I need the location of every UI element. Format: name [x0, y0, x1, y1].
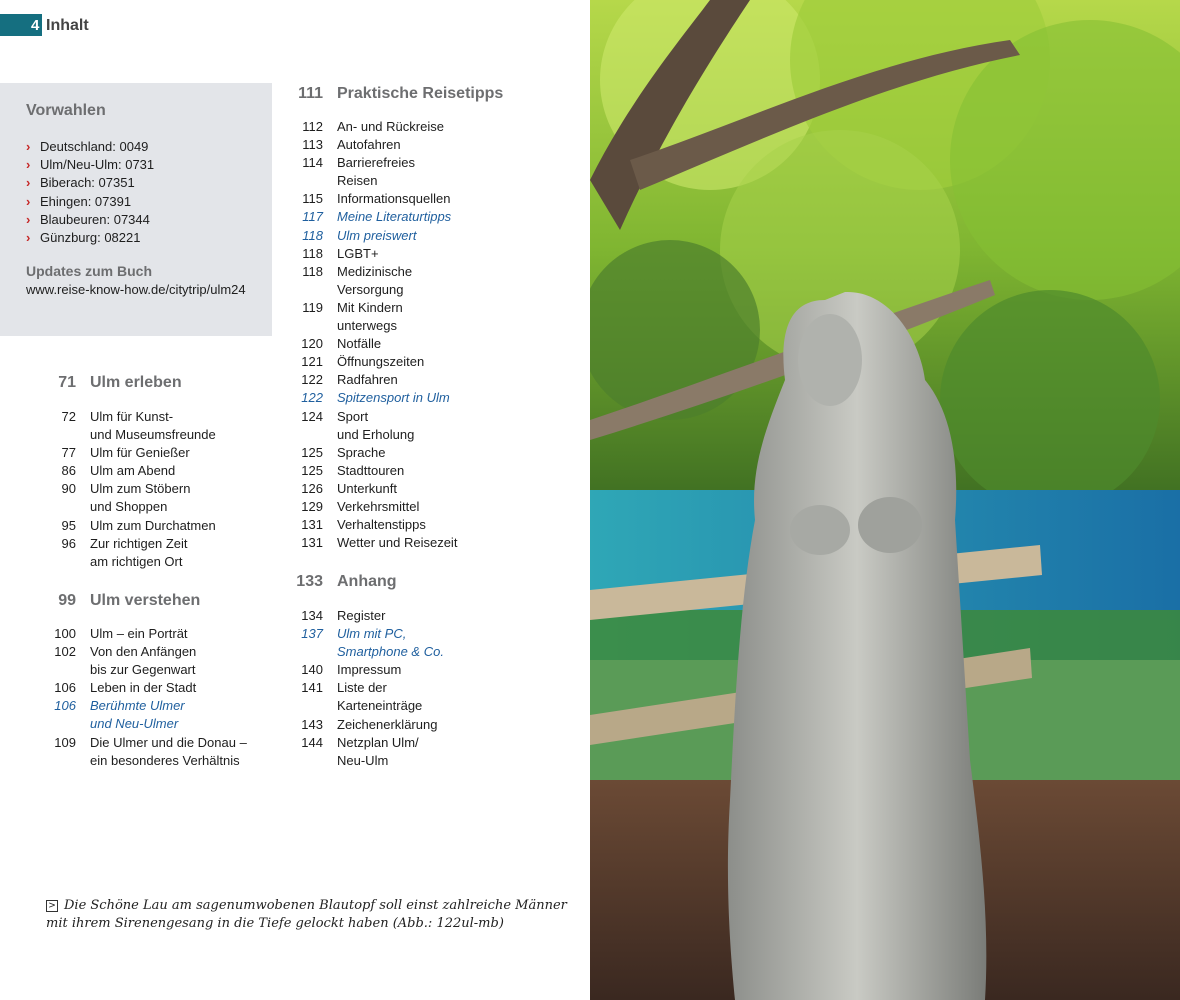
- toc-entry-label: Öffnungszeiten: [337, 354, 425, 370]
- toc-entry-label: Register: [337, 608, 386, 623]
- toc-page-number: 131: [301, 517, 323, 533]
- toc-entry[interactable]: [285, 661, 525, 679]
- toc-entry[interactable]: [38, 408, 268, 444]
- toc-page-number: 102: [54, 644, 76, 660]
- toc-page-number: 121: [301, 354, 323, 370]
- toc-entry[interactable]: [285, 299, 525, 335]
- page-title: Inhalt: [46, 17, 89, 34]
- toc-page-number: 120: [301, 336, 323, 352]
- toc-entry-label: Meine Literaturtipps: [337, 209, 452, 225]
- toc-page-number: 90: [61, 481, 76, 497]
- toc-entry[interactable]: [285, 516, 525, 534]
- toc-entry[interactable]: [285, 534, 525, 552]
- toc-entry[interactable]: [285, 498, 525, 516]
- toc-entry-label: Von den Anfängen bis zur Gegenwart: [90, 644, 197, 678]
- toc-entry[interactable]: [285, 208, 525, 226]
- photo-reference-icon: >: [46, 900, 58, 912]
- toc-entry[interactable]: [285, 136, 525, 154]
- chevron-right-icon: ›: [26, 175, 31, 191]
- toc-entry[interactable]: [38, 679, 278, 697]
- list-item: › Blaubeuren: 07344: [26, 211, 154, 229]
- toc-page-number: 125: [301, 444, 323, 460]
- toc-entry-label: Liste der Karteneinträge: [337, 680, 423, 714]
- toc-entry-label: Informationsquellen: [337, 191, 451, 207]
- toc-entry[interactable]: [38, 697, 278, 733]
- list-item: › Günzburg: 08221: [26, 229, 154, 247]
- toc-entry-label: Die Ulmer und die Donau – ein besonderes Verhältnis: [90, 734, 247, 768]
- toc-page-number: 140: [301, 662, 323, 678]
- toc-entry-label: Notfälle: [337, 336, 382, 352]
- toc-entry[interactable]: [285, 389, 525, 407]
- left-page: 4 Inhalt Vorwahlen › Deutschland: 0049 › Ulm/Neu-Ulm: 0731 › Biberach: 07351 › Ehingen: 07391 › Blaubeuren: 07344 › Günzburg: 08221 Updates zum Buch www.reise-know-how.de/citytrip/ulm24 71 Ulm erleben 72 Ulm für Kunst- und Museumsfreunde 77 Ulm für Genießer 86 Ulm am Abend 90 Ulm zum Stöbern und Shoppen 95 Ulm zum Durchatmen 96 Zur richtigen Zeit am richtigen Ort 99 Ulm verstehen 100 Ulm – ein Porträt 102 Von den Anfängen bis zur Gegenwart 106 Leben in der Stadt 106 Berühmte Ulmer und Neu-Ulmer 109 Die Ulmer und die Donau – ein besonderes Verhältnis 111 Praktische Reisetipps 112 An- und Rückreise 113 Autofahren 114 Barrierefreies Reisen 115 Informationsquellen 117 Meine Literaturtipps 118 Ulm preiswert 118 LGBT+ 118 Medizinische Versorgung 119 Mit Kindern unterwegs 120 Notfälle 121 Öffnungszeiten 122 Radfahren 122 Spitzensport in Ulm 124 Sport und Erholung 125 Sprache 125 Stadttouren 126 Unterkunft 129 Verkehrsmittel 131 Verhaltenstipps 131 Wetter und Reisezeit 133 Anhang 134 Register 137 Ulm mit PC, Smartphone & Co. 140 Impressum 141 Liste der Karteneinträge 143 Zeichenerklärung 144 Netzplan Ulm/ Neu-Ulm > Die Schöne Lau am sagenumwobenen Blautopf soll einst zahlreiche Männer mit ihrem Sirenengesang in die Tiefe gelockt haben (Abb.: 122ul-mb): [0, 0, 590, 1000]
- toc-entry[interactable]: [285, 353, 525, 371]
- toc-page-number: 72: [61, 409, 76, 424]
- toc-entry-label: Radfahren: [337, 372, 398, 388]
- toc-entry-label: Barrierefreies Reisen: [337, 155, 416, 189]
- toc-page-number: 126: [301, 480, 323, 496]
- toc-page-number: 118: [302, 227, 323, 243]
- page-number: 4: [31, 17, 40, 34]
- toc-entry[interactable]: [285, 734, 525, 770]
- toc-entry[interactable]: [38, 517, 268, 535]
- toc-ulm-erleben: [38, 408, 268, 571]
- toc-entry-label: Unterkunft: [337, 480, 397, 496]
- list-item: › Deutschland: 0049: [26, 138, 154, 156]
- toc-page-number: 95: [61, 517, 76, 533]
- toc-entry[interactable]: [285, 371, 525, 389]
- toc-page-number: 125: [301, 462, 323, 478]
- toc-page-number: 96: [61, 535, 76, 551]
- toc-entry[interactable]: [38, 462, 268, 480]
- toc-entry[interactable]: [285, 625, 525, 661]
- toc-entry-label: LGBT+: [337, 245, 379, 261]
- toc-entry[interactable]: [285, 118, 525, 136]
- toc-entry[interactable]: [285, 444, 525, 462]
- toc-page-number: 115: [302, 191, 323, 207]
- toc-entry[interactable]: [285, 263, 525, 299]
- toc-page-number: 143: [301, 716, 323, 732]
- chevron-right-icon: ›: [26, 157, 31, 173]
- toc-page-number: 118: [302, 245, 323, 261]
- chevron-right-icon: ›: [26, 139, 31, 154]
- toc-entry[interactable]: [38, 444, 268, 462]
- toc-page-number: 124: [301, 408, 323, 424]
- toc-entry-label: An- und Rückreise: [337, 119, 444, 134]
- toc-entry-label: Impressum: [337, 662, 402, 678]
- chevron-right-icon: ›: [26, 211, 31, 227]
- toc-page-number: 117: [302, 209, 323, 225]
- toc-page-number: 100: [54, 626, 76, 641]
- toc-entry[interactable]: [285, 408, 525, 444]
- toc-entry-label: Zur richtigen Zeit am richtigen Ort: [90, 535, 188, 569]
- toc-entry[interactable]: [38, 535, 268, 571]
- toc-entry[interactable]: [285, 607, 525, 625]
- list-item: › Ulm/Neu-Ulm: 0731: [26, 156, 154, 174]
- vorwahlen-title: Vorwahlen: [26, 102, 106, 119]
- toc-entry[interactable]: [38, 734, 278, 770]
- toc-entry-label: Sprache: [337, 444, 386, 460]
- toc-entry[interactable]: [38, 480, 268, 516]
- toc-page-number: 106: [54, 698, 76, 714]
- toc-entry-label: Spitzensport in Ulm: [337, 390, 450, 406]
- toc-entry[interactable]: [285, 335, 525, 353]
- toc-entry[interactable]: [285, 154, 525, 190]
- toc-entry[interactable]: [285, 716, 525, 734]
- statue-photo: [590, 0, 1180, 1000]
- toc-page-number: 122: [301, 390, 323, 406]
- toc-page-number: 114: [302, 155, 323, 171]
- list-item: › Biberach: 07351: [26, 174, 154, 192]
- toc-entry-label: Wetter und Reisezeit: [337, 535, 458, 551]
- toc-entry-label: Berühmte Ulmer und Neu-Ulmer: [90, 698, 185, 732]
- toc-entry-label: Medizinische Versorgung: [337, 263, 413, 297]
- toc-entry[interactable]: [38, 643, 278, 679]
- toc-page-number: 112: [302, 119, 323, 134]
- toc-entry-label: Ulm für Genießer: [90, 445, 190, 461]
- toc-page-number: 141: [301, 680, 323, 696]
- toc-ulm-verstehen: [38, 625, 278, 770]
- toc-page-number: 77: [61, 445, 76, 461]
- statue-photo-illustration: [590, 0, 1180, 1000]
- toc-entry-label: Leben in der Stadt: [90, 680, 197, 696]
- toc-entry-label: Verkehrsmittel: [337, 498, 420, 514]
- toc-entry[interactable]: [285, 462, 525, 480]
- toc-entry[interactable]: [38, 625, 278, 643]
- info-box: [0, 83, 272, 336]
- toc-praktische: [285, 118, 525, 552]
- toc-entry-label: Stadttouren: [337, 462, 405, 478]
- toc-entry-label: Ulm für Kunst- und Museumsfreunde: [90, 409, 216, 443]
- toc-entry-label: Ulm preiswert: [337, 227, 417, 243]
- toc-entry[interactable]: [285, 679, 525, 715]
- toc-page-number: 137: [301, 626, 323, 642]
- toc-entry-label: Zeichenerklärung: [337, 716, 438, 732]
- toc-page-number: 129: [301, 498, 323, 514]
- toc-entry[interactable]: [285, 190, 525, 208]
- toc-entry-label: Ulm am Abend: [90, 463, 176, 479]
- toc-entry-label: Autofahren: [337, 137, 401, 153]
- toc-page-number: 131: [301, 535, 323, 551]
- toc-page-number: 144: [301, 734, 323, 750]
- toc-anhang: [285, 607, 525, 770]
- toc-page-number: 86: [61, 463, 76, 479]
- photo-caption: > Die Schöne Lau am sagenumwobenen Blautopf soll einst zahlreiche Männer mit ihrem Sirenengesang in die Tiefe gelockt haben (Abb.: 122ul-mb): [46, 898, 567, 931]
- toc-page-number: 134: [301, 608, 323, 623]
- toc-entry-label: Ulm – ein Porträt: [90, 626, 188, 641]
- toc-entry-label: Mit Kindern unterwegs: [337, 299, 403, 334]
- toc-entry[interactable]: [285, 227, 525, 245]
- toc-page-number: 118: [302, 263, 323, 279]
- toc-entry[interactable]: [285, 480, 525, 498]
- vorwahlen-list: [26, 138, 154, 247]
- toc-entry-label: Ulm mit PC, Smartphone & Co.: [337, 626, 444, 660]
- toc-entry-label: Ulm zum Stöbern und Shoppen: [90, 481, 191, 515]
- toc-entry-label: Sport und Erholung: [337, 408, 415, 442]
- toc-page-number: 106: [54, 680, 76, 696]
- chevron-right-icon: ›: [26, 193, 31, 209]
- updates-link[interactable]: www.reise-know-how.de/citytrip/ulm24: [26, 282, 246, 297]
- toc-entry-label: Ulm zum Durchatmen: [90, 517, 216, 533]
- toc-entry[interactable]: [285, 245, 525, 263]
- toc-page-number: 122: [301, 372, 323, 388]
- toc-entry-label: Netzplan Ulm/ Neu-Ulm: [337, 734, 419, 768]
- toc-page-number: 119: [302, 299, 323, 315]
- chevron-right-icon: ›: [26, 230, 31, 246]
- toc-entry-label: Verhaltenstipps: [337, 517, 426, 533]
- list-item: › Ehingen: 07391: [26, 193, 154, 211]
- toc-page-number: 113: [302, 137, 323, 153]
- toc-page-number: 109: [54, 734, 76, 750]
- updates-title: Updates zum Buch: [26, 263, 153, 279]
